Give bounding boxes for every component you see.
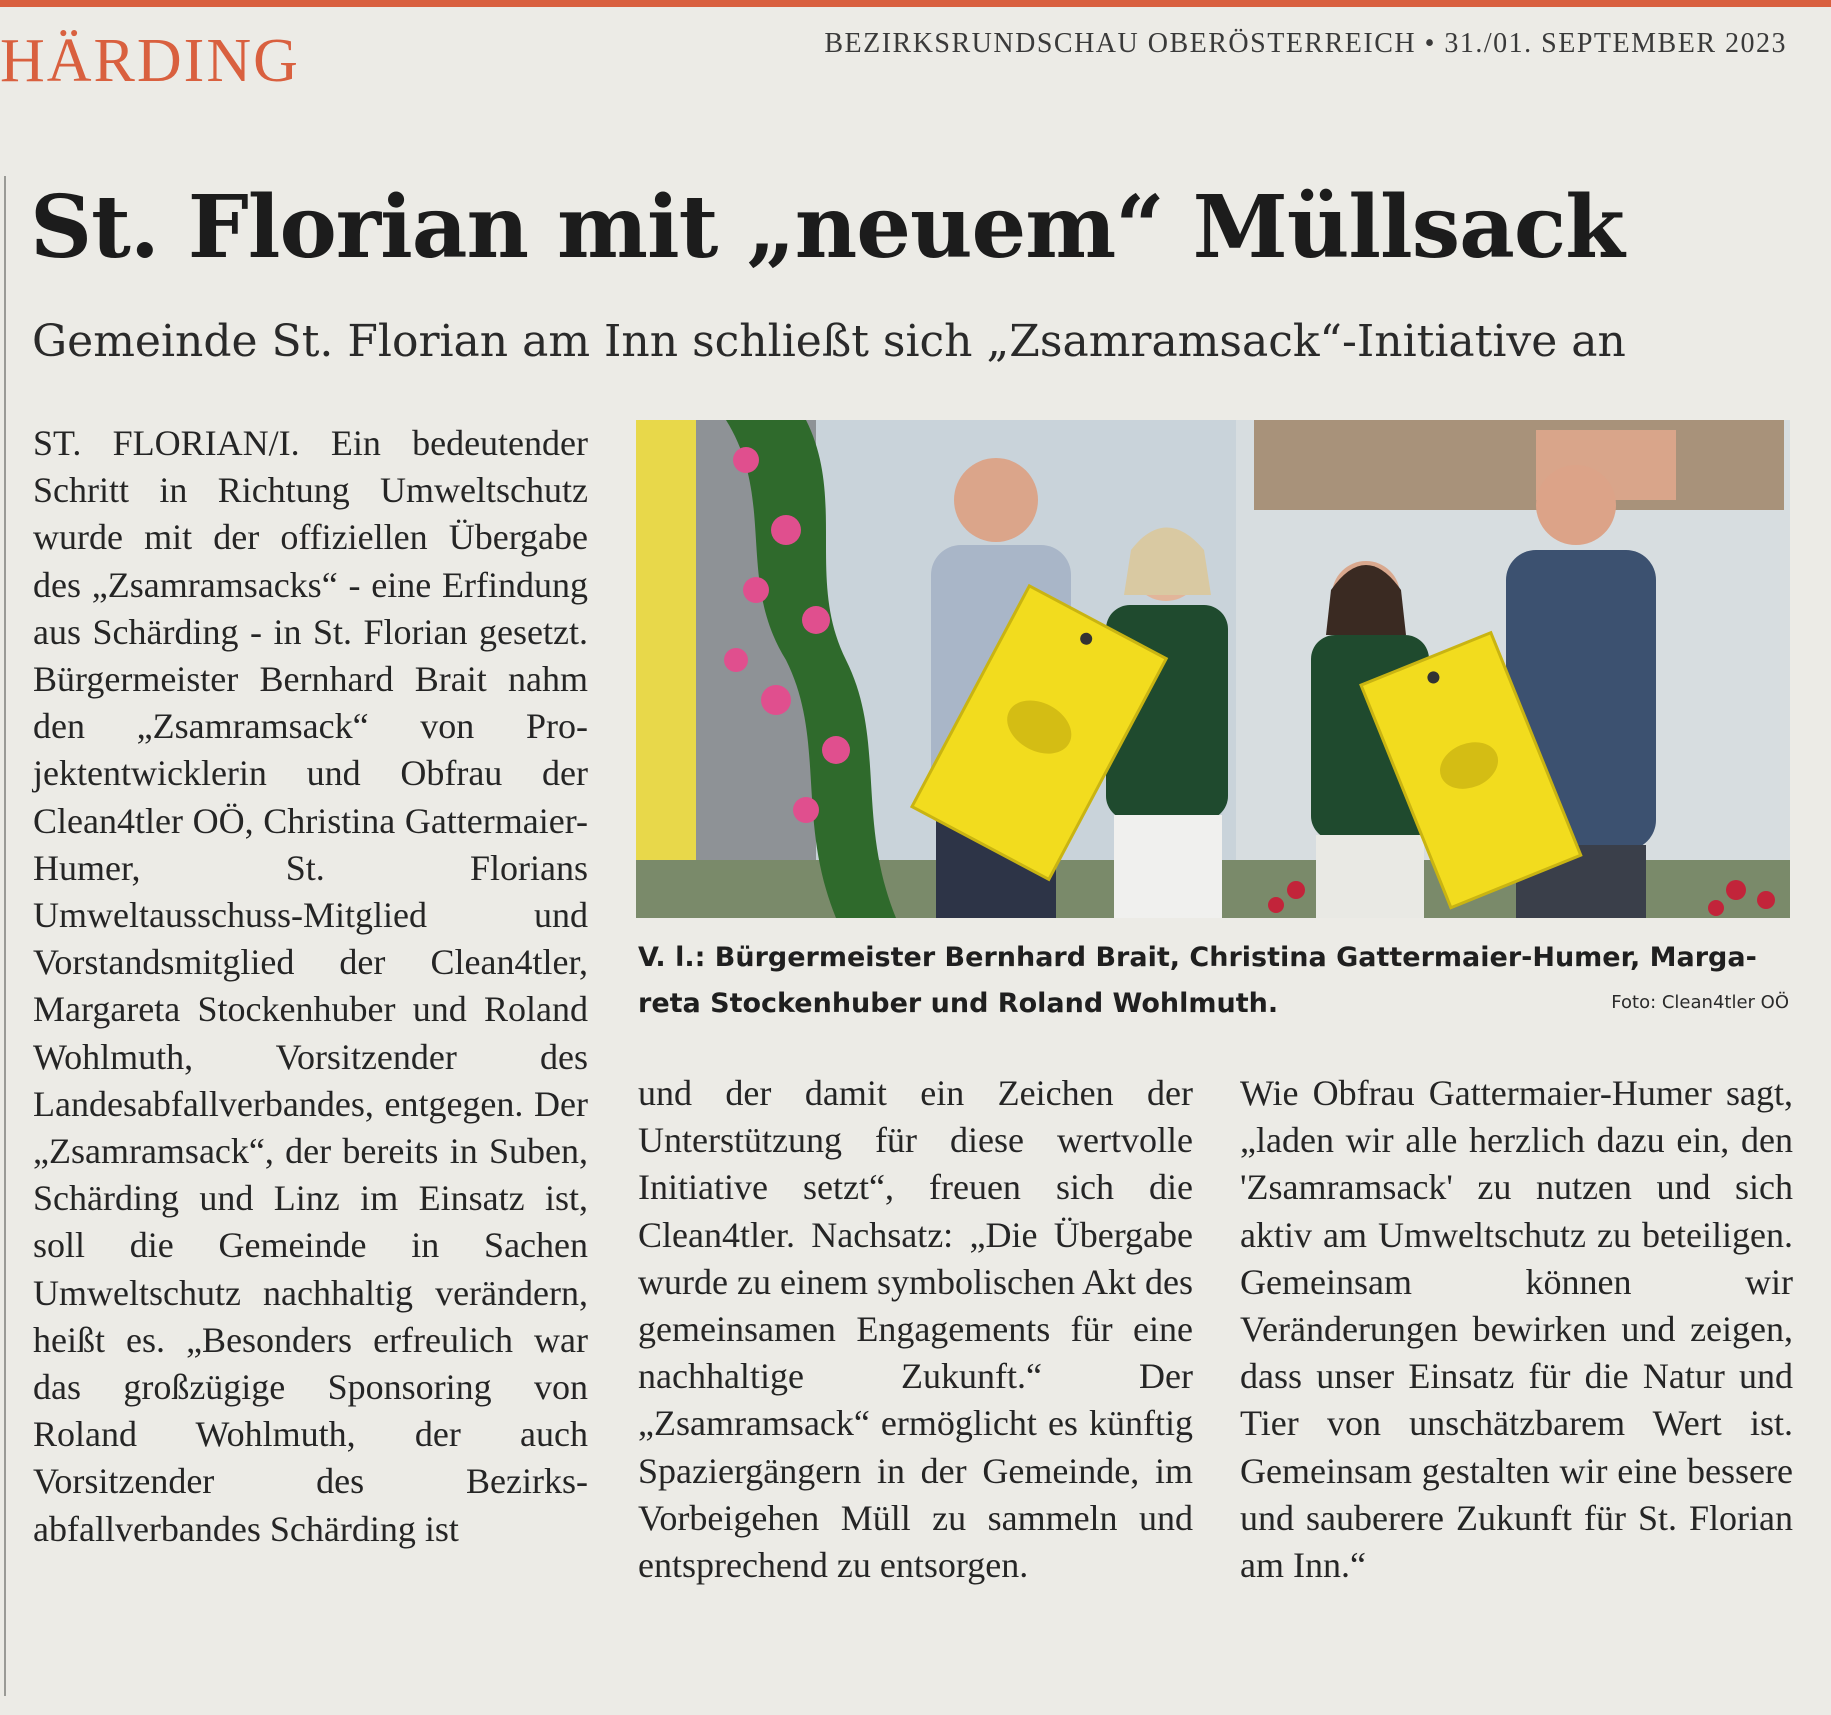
photo-caption: V. l.: Bürgermeister Bernhard Brait, Christina Gattermaier-Humer, Margareta Stockenhuber und Roland Wohlmuth. [638,942,1757,1019]
article-column-1: ST. FLORIAN/I. Ein bedeutender Schritt in Richtung Umweltschutz wurde mit der offiziellen Übergabe des „Zsamramsacks“ - eine Erfindung aus Schärding - in St. Florian gesetzt. Bürgermeister Bernhard Brait nahm den „Zsamramsack“ von Projektentwicklerin und Obfrau der Clean4tler OÖ, Christina Gattermaier-Humer, St. Florians Umweltausschuss-Mitglied und Vorstandsmitglied der Clean4tler, Margareta Stockenhuber und Roland Wohlmuth, Vorsitzender des Landesabfallverbandes, entgegen. Der „Zsamramsack“, der bereits in Suben, Schärding und Linz im Einsatz ist, soll die Gemeinde in Sachen Umweltschutz nachhaltig verändern, heißt es. „Besonders erfreulich war das großzügige Sponsoring von Roland Wohlmuth, der auch Vorsitzender des Bezirksabfallverbandes Schärding ist [33,423,588,1549]
column-divider [4,176,6,1696]
section-label: HÄRDING [0,27,300,95]
photo-credit: Foto: Clean4tler OÖ [1611,992,1789,1013]
article-photo [636,420,1790,918]
article-column-2: und der damit ein Zeichen der Unterstützung für diese wertvolle Initiative setzt“, freuen sich die Clean4tler. Nachsatz: „Die Übergabe wurde zu einem symbolischen Akt des gemeinsamen Engagements für eine nachhaltige Zukunft.“ Der „Zsamramsack“ ermöglicht es künftig Spaziergängern in der Gemeinde, im Vorbeigehen Müll zu sammeln und entsprechend zu entsorgen. [638,1073,1193,1586]
article-column-3: Wie Obfrau Gattermaier-Humer sagt, „laden wir alle herzlich dazu ein, den 'Zsamramsack' zu nutzen und sich aktiv am Umweltschutz zu beteiligen. Gemeinsam können wir Veränderungen bewirken und zeigen, dass unser Einsatz für die Natur und Tier von unschätzbarem Wert ist. Gemeinsam gestalten wir eine bessere und sauberere Zukunft für St. Florian am Inn.“ [1240,1073,1793,1586]
publication-line: BEZIRKSRUNDSCHAU OBERÖSTERREICH • 31./01. SEPTEMBER 2023 [824,28,1787,59]
top-accent-rule [0,0,1831,7]
article-headline: St. Florian mit „neuem“ Müllsack [30,177,1624,278]
article-subheadline: Gemeinde St. Florian am Inn schließt sich „Zsamramsack“-Initiative an [32,316,1626,367]
